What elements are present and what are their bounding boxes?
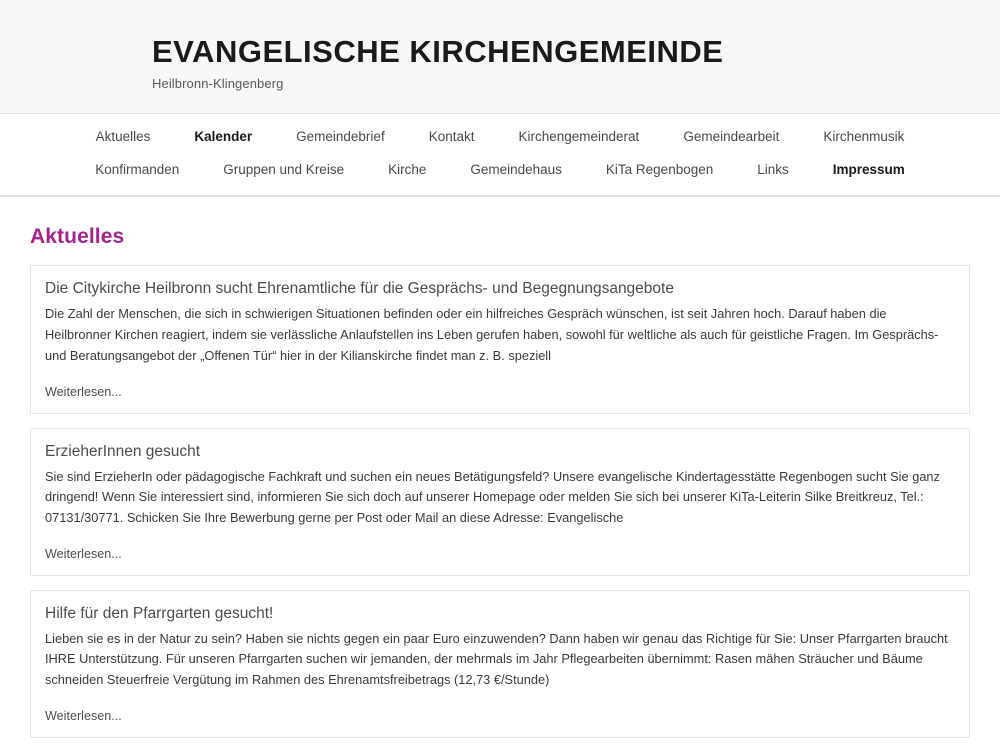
nav-item-gemeindebrief[interactable]: Gemeindebrief	[296, 128, 385, 144]
post-card	[30, 590, 970, 738]
primary-navigation	[0, 114, 1000, 198]
page-title: Aktuelles	[30, 225, 125, 249]
nav-item-kontakt[interactable]: Kontakt	[428, 128, 475, 144]
read-more-link[interactable]: Weiterlesen...	[45, 384, 122, 399]
nav-item-gemeindearbeit[interactable]: Gemeindearbeit	[683, 128, 780, 144]
post-title[interactable]: ErzieherInnen gesucht	[45, 442, 201, 460]
nav-item-aktuelles[interactable]: Aktuelles	[95, 128, 151, 144]
main-content	[30, 197, 970, 737]
nav-item-gemeindehaus[interactable]: Gemeindehaus	[470, 161, 562, 177]
read-more-link[interactable]: Weiterlesen...	[45, 546, 122, 561]
nav-item-kirchengemeinderat[interactable]: Kirchengemeinderat	[518, 128, 640, 144]
read-more-link[interactable]: Weiterlesen...	[45, 708, 122, 723]
post-excerpt: Sie sind ErzieherIn oder pädagogische Fachkraft und suchen ein neues Betätigungsfeld? Unsere evangelische Kindertagesstätte Regenbogen sucht Sie ganz dringend! Wenn Sie interessiert sind, informieren Sie sich doch auf unserer Homepage oder melden Sie sich bei unserer KiTa-Leiterin Silke Breitkreuz, Tel.: 07131/30771. Schicken Sie Ihre Bewerbung gerne per Post oder Mail an diese Adresse: Evangelische	[45, 468, 940, 526]
nav-item-links[interactable]: Links	[757, 161, 789, 177]
nav-item-kirche[interactable]: Kirche	[388, 161, 427, 177]
post-excerpt: Lieben sie es in der Natur zu sein? Haben sie nichts gegen ein paar Euro einzuwenden? Dann haben wir genau das Richtige für Sie: Unser Pfarrgarten braucht IHRE Unterstützung. Für unseren Pfarrgarten suchen wir jemanden, der mehrmals im Jahr Pflegearbeiten übernimmt: Rasen mähen Sträucher und Bäume schneiden Steuerfreie Vergütung im Rahmen des Ehrenamtsfreibetrags (12,73 €/Stunde)	[45, 630, 948, 688]
nav-item-impressum[interactable]: Impressum	[832, 161, 905, 177]
post-title[interactable]: Die Citykirche Heilbronn sucht Ehrenamtliche für die Gesprächs- und Begegnungsangebote	[45, 280, 674, 298]
post-excerpt: Die Zahl der Menschen, die sich in schwierigen Situationen befinden oder ein hilfreiches Gespräch wünschen, ist seit Jahren hoch. Darauf haben die Heilbronner Kirchen reagiert, indem sie verlässliche Anlaufstellen ins Leben gerufen haben, sowohl für weltliche als auch für geistliche Fragen. Im Gesprächs- und Beratungsangebot der „Offenen Tür“ hier in der Kilianskirche findet man z. B. speziell	[45, 306, 939, 363]
nav-item-kita-regenbogen[interactable]: KiTa Regenbogen	[605, 161, 714, 177]
nav-item-gruppen-und-kreise[interactable]: Gruppen und Kreise	[223, 161, 345, 177]
header-inner	[30, 34, 970, 91]
nav-item-kirchenmusik[interactable]: Kirchenmusik	[823, 128, 905, 144]
site-title[interactable]: EVANGELISCHE KIRCHENGEMEINDE	[152, 34, 724, 69]
nav-row-1	[30, 128, 970, 147]
site-tagline: Heilbronn-Klingenberg	[152, 75, 284, 91]
nav-row-2	[30, 161, 970, 180]
nav-item-konfirmanden[interactable]: Konfirmanden	[95, 161, 180, 177]
site-header	[0, 0, 1000, 114]
nav-item-kalender[interactable]: Kalender	[194, 128, 253, 144]
post-card	[30, 428, 970, 576]
post-card	[30, 265, 970, 413]
post-title[interactable]: Hilfe für den Pfarrgarten gesucht!	[45, 604, 274, 622]
